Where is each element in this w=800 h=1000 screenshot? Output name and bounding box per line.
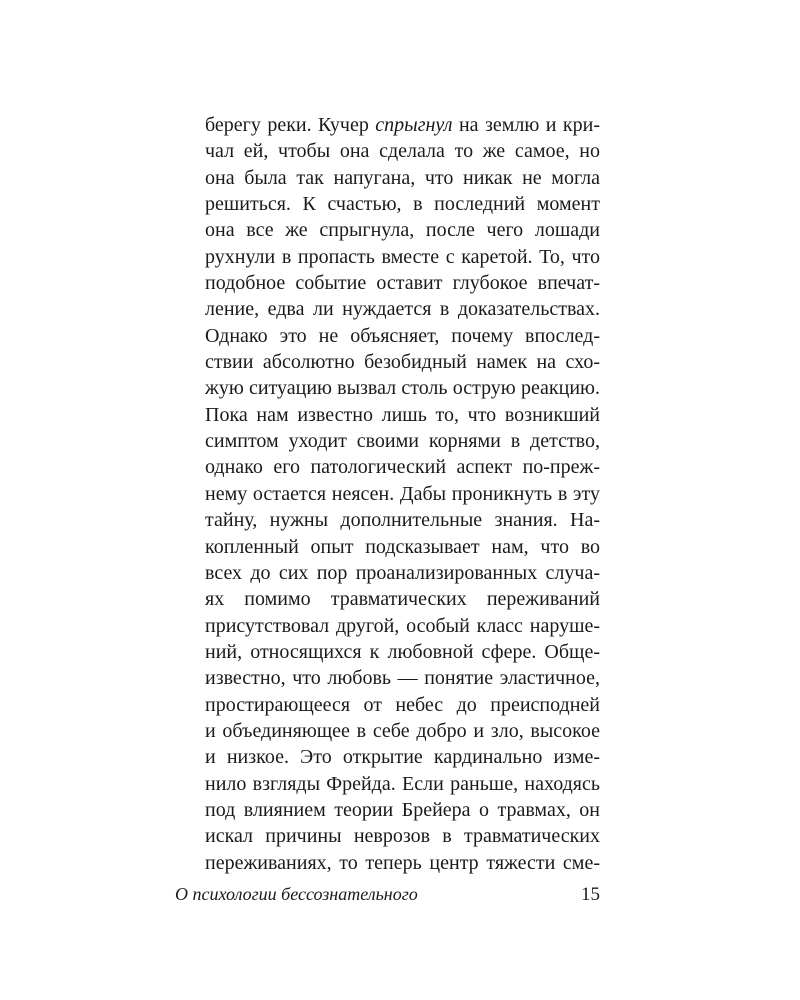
text-line-20: присутствовал другой, особый класс наруше- [205, 614, 600, 637]
text-line-10: ствии абсолютно безобидный намек на схо- [205, 351, 600, 374]
text-line-18: всех до сих пор проанализированных случа- [205, 561, 600, 584]
text-line-24: и объединяющее в себе добро и зло, высокое [205, 719, 600, 742]
text-line-12: Пока нам известно лишь то, что возникший [205, 403, 600, 426]
page-number: 15 [581, 884, 600, 905]
italic-word: спрыгнул [375, 114, 453, 136]
text-line-25: и низкое. Это открытие кардинально изме- [205, 746, 600, 769]
text-line-26: нило взгляды Фрейда. Если раньше, находясь [205, 772, 600, 795]
text-line-16: тайну, нужны дополнительные знания. На- [205, 509, 600, 532]
page-footer [175, 884, 600, 910]
text-line-22: известно, что любовь — понятие эластичное, [205, 667, 600, 690]
text-line-13: симптом уходит своими корнями в детство, [205, 430, 600, 453]
text-line-3: она была так напугана, что никак не могла [205, 166, 600, 189]
text-line-28: искал причины неврозов в травматических [205, 825, 600, 848]
text-line-14: однако его патологический аспект по-преж- [205, 456, 600, 479]
text-line-6: рухнули в пропасть вместе с каретой. То, что [205, 245, 600, 268]
text-line-27: под влиянием теории Брейера о травмах, он [205, 798, 600, 821]
text-line-21: ний, относящихся к любовной сфере. Обще- [205, 640, 600, 663]
running-title: О психологии бессознательного [175, 884, 418, 904]
text-line-19: ях помимо травматических переживаний [205, 588, 600, 611]
text-line-29: переживаниях, то теперь центр тяжести сме- [205, 851, 600, 874]
text-line-5: она все же спрыгнула, после чего лошади [205, 219, 600, 242]
text-line-4: решиться. К счастью, в последний момент [205, 193, 600, 216]
text-line-11: жую ситуацию вызвал столь острую реакцию. [205, 377, 600, 400]
text-line-7: подобное событие оставит глубокое впечат- [205, 272, 600, 295]
text-line-17: копленный опыт подсказывает нам, что во [205, 535, 600, 558]
text-line-23: простирающееся от небес до преисподней [205, 693, 600, 716]
text-line-9: Однако это не объясняет, почему впослед- [205, 324, 600, 347]
text-line-1: берегу реки. Кучер спрыгнул на землю и кри- [205, 114, 601, 136]
text-line-15: нему остается неясен. Дабы проникнуть в эту [205, 482, 600, 505]
text-line-8: ление, едва ли нуждается в доказательствах. [205, 298, 600, 321]
text-line-2: чал ей, чтобы она сделала то же самое, но [205, 140, 600, 163]
body-text [205, 112, 600, 876]
